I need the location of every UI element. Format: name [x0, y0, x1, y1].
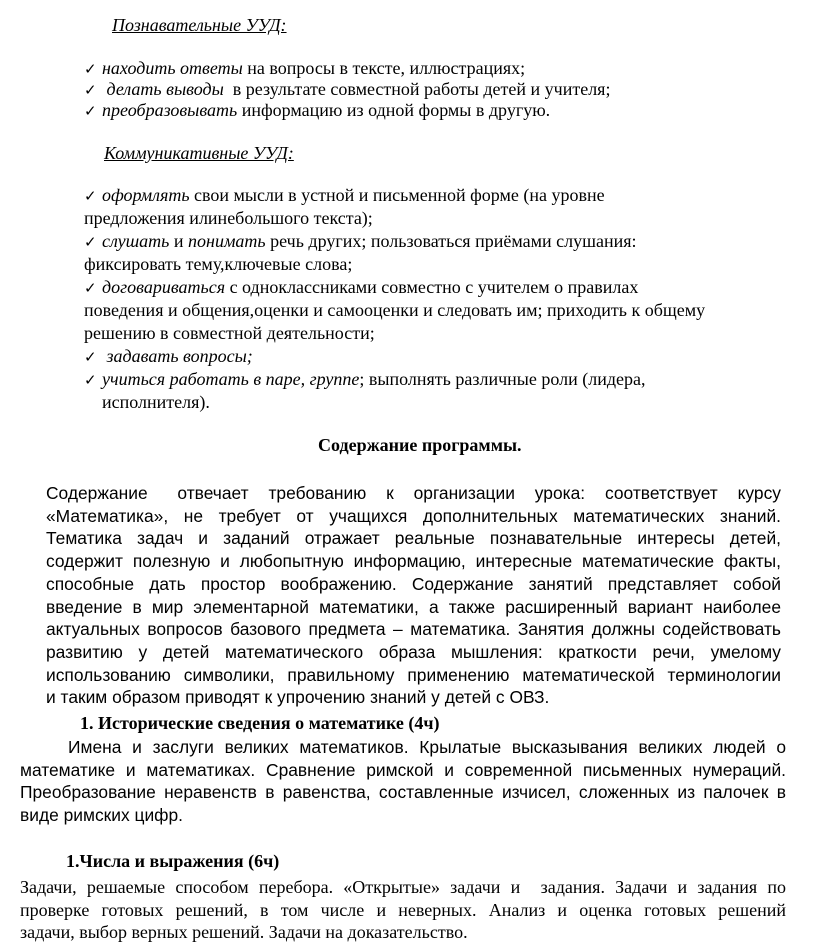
communicative-item: ✓ оформлять свои мысли в устной и письменной форме (на уровне — [84, 184, 605, 208]
paragraph-line: и таким образом приводят к упрочению знаний у детей с ОВЗ. — [46, 687, 550, 708]
paragraph-line: Имена и заслуги великих математиков. Крылатые высказывания великих людей о — [68, 737, 786, 757]
check-icon: ✓ — [84, 62, 97, 78]
check-icon: ✓ — [84, 373, 97, 389]
communicative-item-continuation: исполнителя). — [102, 392, 210, 412]
paragraph-line: использованию символики, правильному применению математической терминологии — [46, 664, 781, 685]
paragraph-line: проверке готовых решений, в том числе и неверных. Анализ и оценка готовых решений — [20, 899, 786, 920]
paragraph-line: способные дать простор воображению. Содержание занятий представляет собой — [46, 573, 781, 594]
communicative-item: ✓ задавать вопросы; — [84, 345, 253, 369]
communicative-item-continuation: фиксировать тему,ключевые слова; — [84, 254, 353, 274]
check-icon: ✓ — [84, 104, 97, 120]
cognitive-heading: Познавательные УУД: — [112, 15, 287, 35]
paragraph-line: содержит полезную и любопытную информацию, интересные математические факты, — [46, 551, 781, 572]
cognitive-item: ✓ находить ответы на вопросы в тексте, иллюстрациях; — [84, 57, 525, 81]
paragraph-line: Содержание отвечает требованию к организации урока: соответствует курсу — [46, 483, 781, 503]
cognitive-item: ✓ преобразовывать информацию из одной формы в другую. — [84, 99, 550, 123]
check-icon: ✓ — [84, 350, 97, 366]
check-icon: ✓ — [84, 83, 97, 99]
paragraph-line: Преобразование неравенств в равенства, составленные изчисел, сложенных из палочек в — [20, 782, 786, 803]
paragraph-line: задачи, выбор верных решений. Задачи на доказательство. — [20, 922, 468, 943]
communicative-item: ✓ учиться работать в паре, группе; выполнять различные роли (лидера, — [84, 368, 646, 392]
paragraph-line: развитию у детей математического образа мышления: краткости речи, умелому — [46, 641, 781, 662]
check-icon: ✓ — [84, 281, 97, 297]
paragraph-line: Тематика задач и заданий отражает реальные познавательные интересы детей, — [46, 528, 781, 549]
program-title: Содержание программы. — [318, 435, 522, 455]
section-heading: 1. Исторические сведения о математике (4ч) — [80, 713, 440, 733]
paragraph-line: введение в мир элементарной математики, а также расширенный вариант наиболее — [46, 596, 781, 617]
communicative-item-continuation: решению в совместной деятельности; — [84, 323, 375, 343]
communicative-item: ✓ договариваться с одноклассниками совместно с учителем о правилах — [84, 276, 638, 300]
paragraph-line: виде римских цифр. — [20, 805, 183, 826]
program-paragraph — [46, 482, 781, 709]
paragraph-line: актуальных вопросов базового предмета – математика. Занятия должны содействовать — [46, 619, 781, 640]
check-icon: ✓ — [84, 235, 97, 251]
communicative-item-continuation: предложения илинебольшого текста); — [84, 208, 373, 228]
paragraph-line: Задачи, решаемые способом перебора. «Открытые» задачи и задания. Задачи и задания по — [20, 877, 786, 897]
paragraph-line: «Математика», не требует от учащихся дополнительных математических знаний. — [46, 505, 781, 526]
paragraph-line: математике и математиках. Сравнение римской и современной письменных нумераций. — [20, 759, 786, 780]
section-body — [20, 876, 786, 944]
communicative-heading: Коммуникативные УУД: — [104, 143, 294, 163]
communicative-item: ✓ слушать и понимать речь других; пользоваться приёмами слушания: — [84, 230, 637, 254]
section-heading: 1.Числа и выражения (6ч) — [66, 851, 280, 871]
check-icon: ✓ — [84, 189, 97, 205]
cognitive-item: ✓ делать выводы в результате совместной работы детей и учителя; — [84, 78, 610, 102]
section-body — [20, 736, 786, 827]
communicative-item-continuation: поведения и общения,оценки и самооценки и следовать им; приходить к общему — [84, 300, 706, 320]
